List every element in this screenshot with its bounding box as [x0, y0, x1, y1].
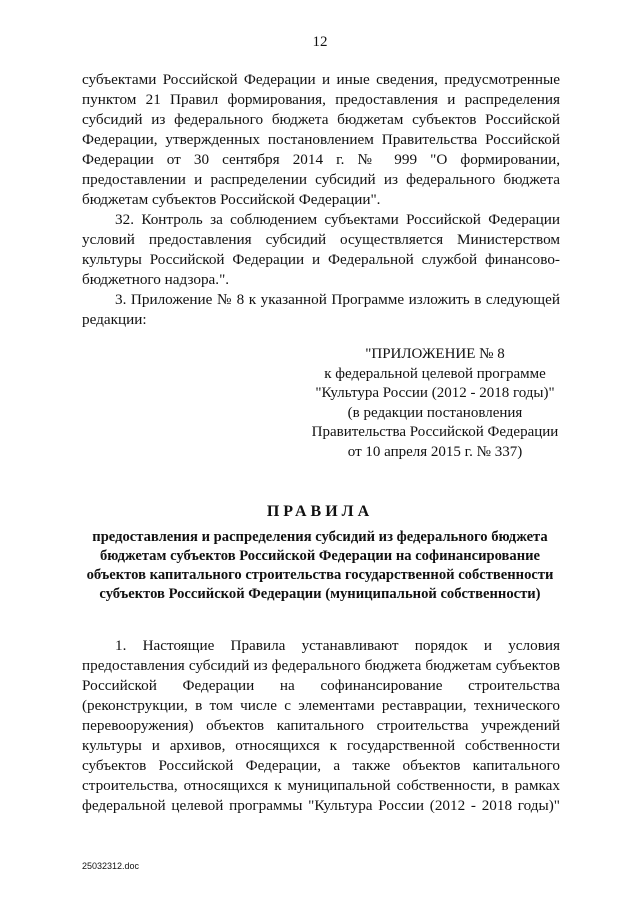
paragraph-intro [82, 70, 560, 210]
appendix-line: к федеральной целевой программе [324, 365, 546, 382]
subtitle-line: объектов капитального строительства государственной собственности [86, 567, 554, 583]
text-line: бюджетам субъектов Российской Федерации". [82, 191, 381, 208]
appendix-line: от 10 апреля 2015 г. № 337) [347, 443, 523, 460]
appendix-header [300, 345, 570, 462]
text-line: культуры и архивов, относящихся к государственной собственности [82, 737, 560, 754]
text-line: Федерации от 30 сентября 2014 г. № 999 "О формировании, [82, 151, 560, 168]
text-line: субъектами Российской Федерации и иные сведения, предусмотренные [82, 71, 560, 88]
subtitle-line: предоставления и распределения субсидий из федерального бюджета [92, 529, 548, 545]
text-line: Федерации, утвержденных постановлением Правительства Российской [82, 131, 560, 148]
paragraph-3 [82, 290, 560, 330]
text-line: 3. Приложение № 8 к указанной Программе изложить в следующей [115, 291, 560, 308]
text-line: Российской Федерации на софинансирование строительства [82, 677, 560, 694]
rules-title: ПРАВИЛА [266, 503, 374, 520]
appendix-line: (в редакции постановления [347, 404, 523, 421]
text-line: предоставления субсидий из федерального бюджета бюджетам субъектов [82, 657, 560, 674]
paragraph-32 [82, 210, 560, 290]
text-line: 1. Настоящие Правила устанавливают порядок и условия [115, 637, 560, 654]
text-line: бюджетного надзора.". [82, 271, 230, 288]
rules-subtitle [60, 528, 580, 604]
text-line: пунктом 21 Правил формирования, предоставления и распределения [82, 91, 560, 108]
text-line: предоставлении и распределении субсидий из федерального бюджета [82, 171, 560, 188]
subtitle-line: бюджетам субъектов Российской Федерации на софинансирование [99, 548, 541, 564]
appendix-line: "ПРИЛОЖЕНИЕ № 8 [365, 346, 505, 362]
text-line: субъектов Российской Федерации, а также объектов капитального [82, 757, 560, 774]
text-line: федеральной целевой программы "Культура России (2012 - 2018 годы)" [82, 797, 560, 814]
text-line: строительства, относящихся к муниципальной собственности, в рамках [82, 777, 560, 794]
appendix-line: "Культура России (2012 - 2018 годы)" [315, 385, 555, 401]
text-line: 32. Контроль за соблюдением субъектами Российской Федерации [115, 211, 560, 228]
text-line: (реконструкции, в том числе с элементами реставрации, технического [82, 697, 560, 714]
text-line: условий предоставления субсидий осуществляется Министерством [82, 231, 560, 248]
text-line: культуры Российской Федерации и Федеральной службой финансово- [82, 251, 560, 268]
subtitle-line: субъектов Российской Федерации (муниципальной собственности) [99, 586, 541, 602]
appendix-line: Правительства Российской Федерации [311, 424, 559, 440]
paragraph-1 [82, 636, 560, 816]
text-line: редакции: [82, 311, 147, 328]
text-line: субсидий из федерального бюджета бюджетам субъектов Российской [82, 111, 560, 128]
footer-doc-code: 25032312.doc [82, 861, 140, 871]
page-number: 12 [312, 34, 328, 50]
text-line: перевооружения) объектов капитального строительства учреждений [82, 717, 560, 734]
